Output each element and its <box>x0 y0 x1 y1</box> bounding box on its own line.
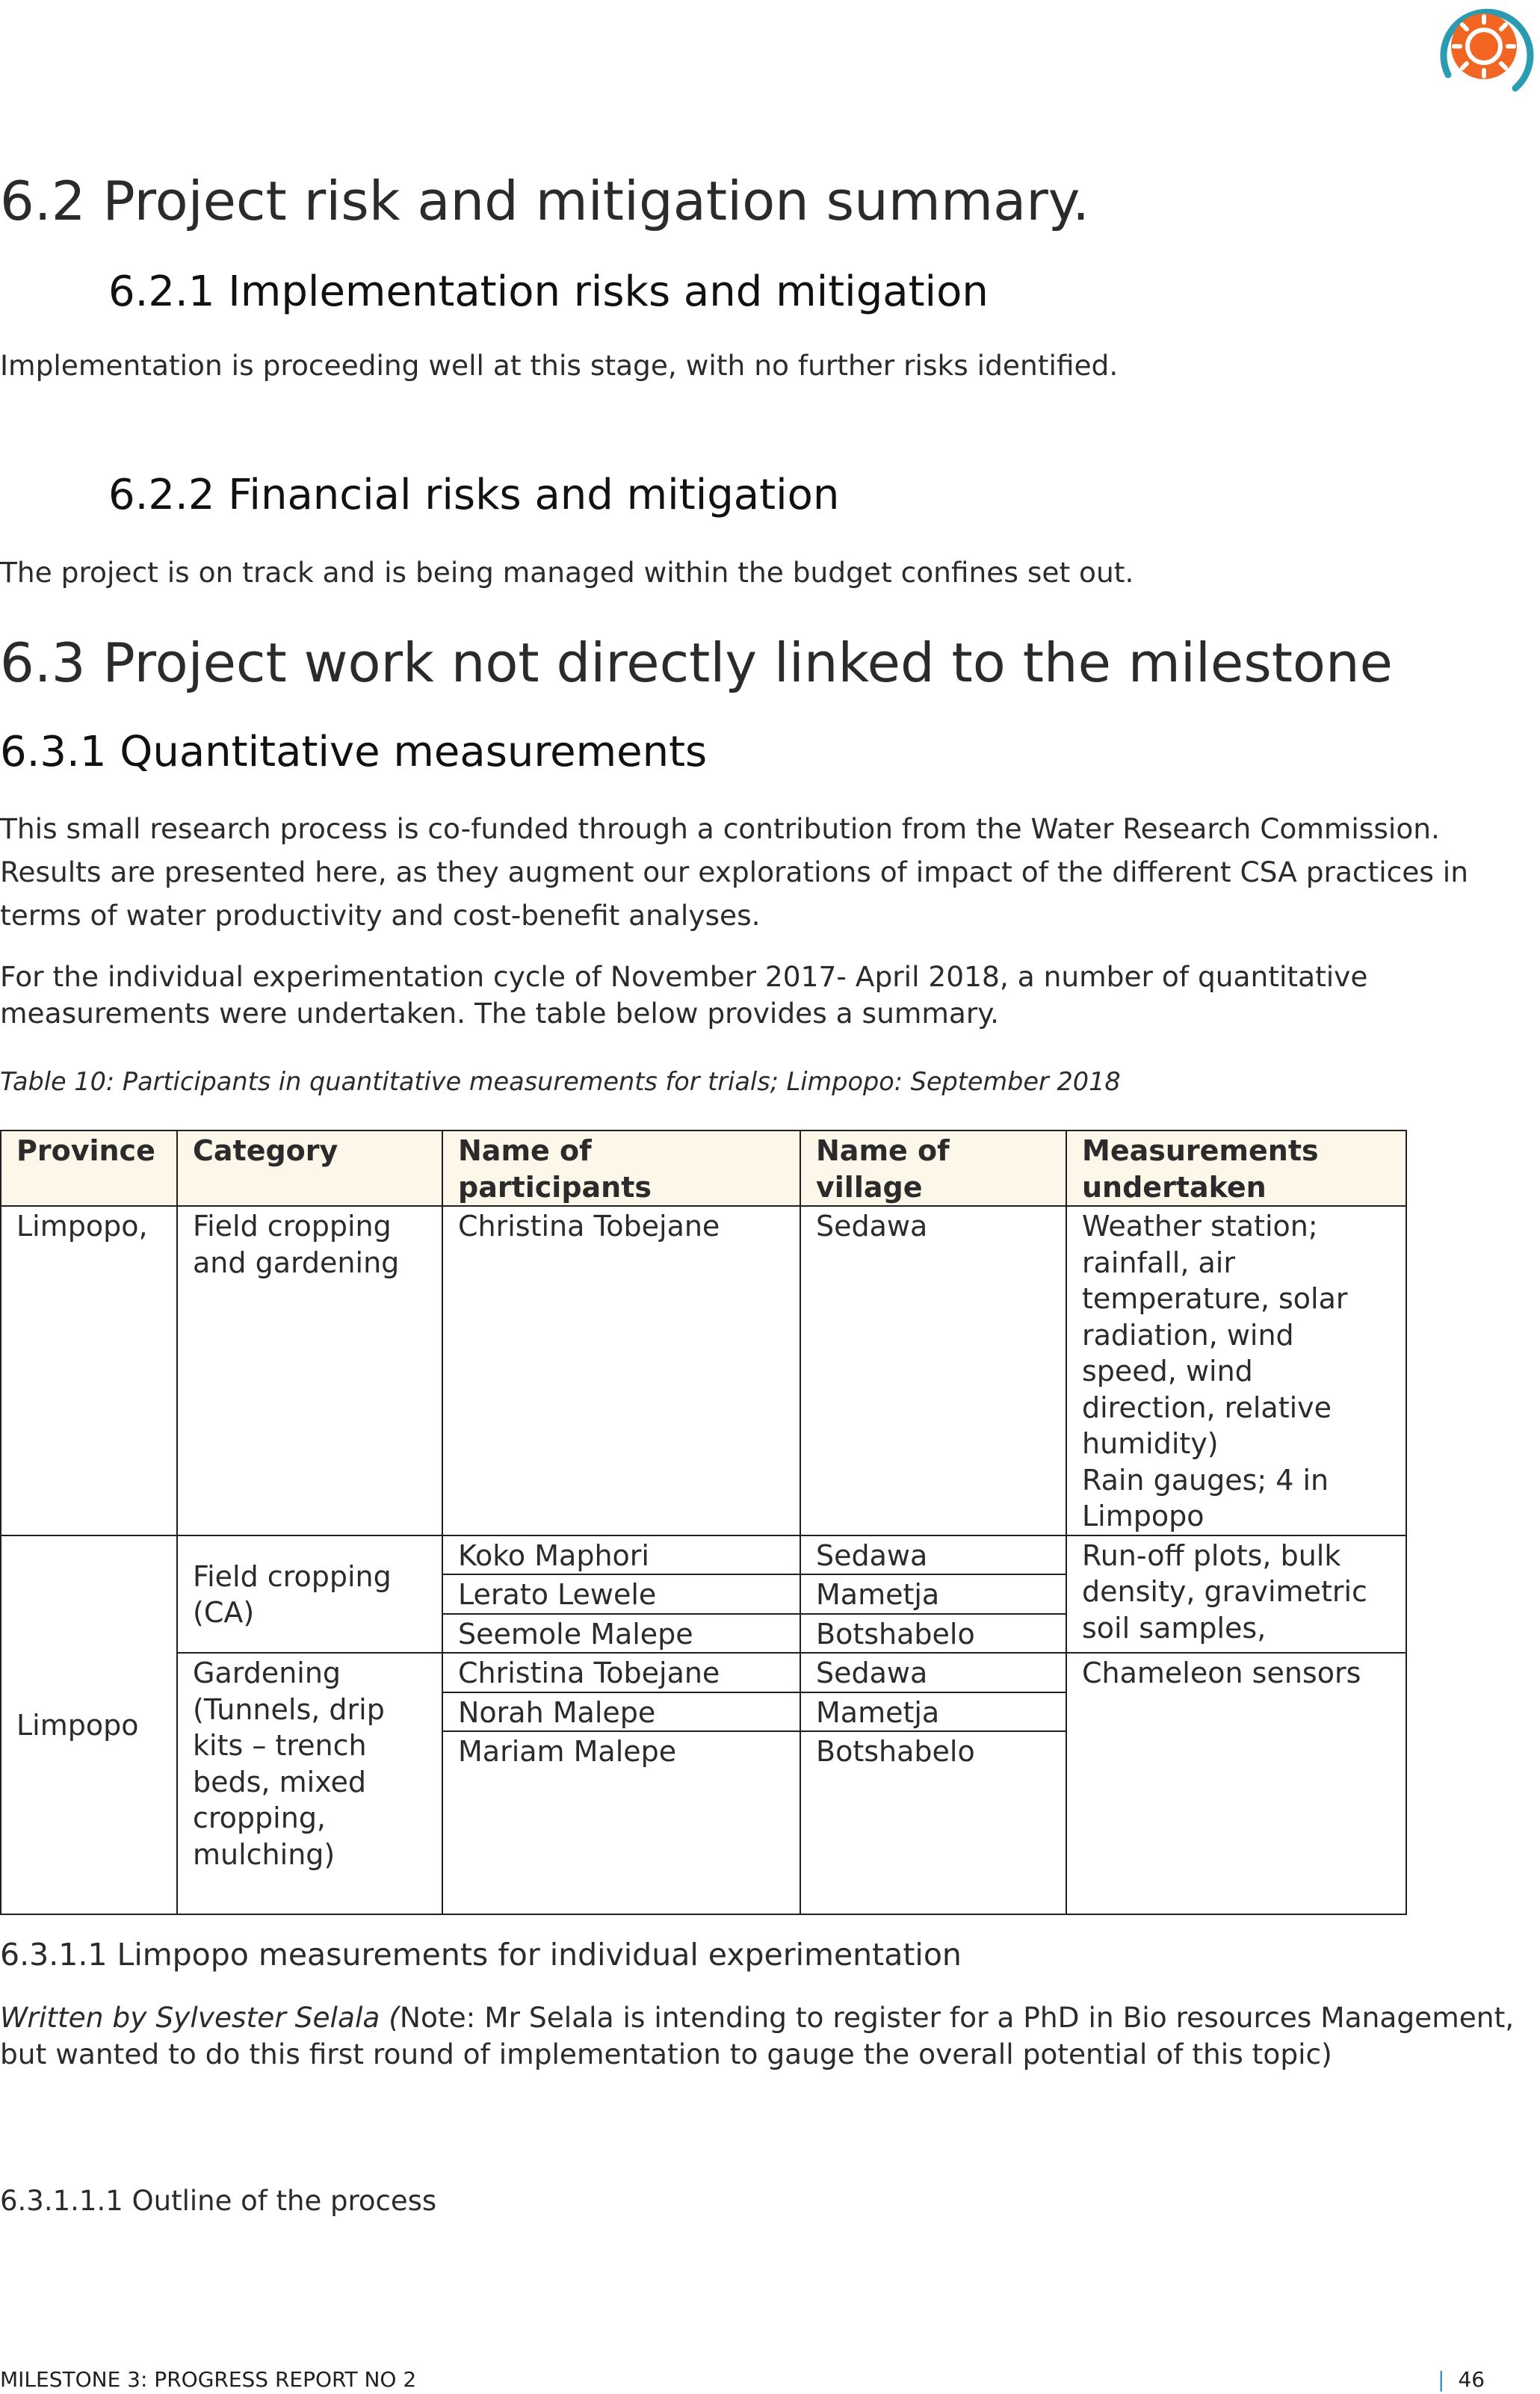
financial-paragraph: The project is on track and is being managed within the budget confines set out. <box>0 556 1134 589</box>
cell-category-ca: Field cropping (CA) <box>177 1535 442 1654</box>
cell-province-group: Limpopo <box>1 1535 177 1915</box>
header-category: Category <box>177 1130 442 1206</box>
cell-village: Mametja <box>800 1574 1066 1614</box>
cycle-paragraph-line-2: measurements were undertaken. The table below provides a summary. <box>0 997 1000 1030</box>
table-header-row <box>1 1130 1406 1206</box>
cell-category: Field cropping and gardening <box>177 1206 442 1535</box>
footer-separator: | <box>1438 2367 1445 2392</box>
wrc-paragraph-line-2: Results are presented here, as they augment our explorations of impact of the different CSA practices in <box>0 856 1468 888</box>
measurement-weather: Weather station; rainfall, air temperature, solar radiation, wind speed, wind direction, relative humidity) <box>1082 1210 1348 1460</box>
footer-page-number <box>1438 2367 1485 2392</box>
header-province: Province <box>1 1130 177 1206</box>
table-row <box>1 1206 1406 1535</box>
cell-village: Botshabelo <box>800 1614 1066 1654</box>
header-village: Name of village <box>800 1130 1066 1206</box>
author-note-paragraph <box>0 1999 1524 2073</box>
cell-participant: Lerato Lewele <box>442 1574 800 1614</box>
implementation-paragraph: Implementation is proceeding well at this stage, with no further risks identified. <box>0 349 1119 382</box>
subsubsection-heading-6-3-1-1: 6.3.1.1 Limpopo measurements for individual experimentation <box>0 1937 962 1973</box>
cell-participant: Mariam Malepe <box>442 1731 800 1914</box>
cell-village: Sedawa <box>800 1535 1066 1575</box>
table-caption: Table 10: Participants in quantitative measurements for trials; Limpopo: September 2018 <box>0 1067 1121 1096</box>
cell-participant: Norah Malepe <box>442 1692 800 1732</box>
cell-participant: Seemole Malepe <box>442 1614 800 1654</box>
header-measurements: Measurements undertaken <box>1066 1130 1406 1206</box>
measurement-rain-gauges: Rain gauges; 4 in Limpopo <box>1082 1463 1329 1532</box>
footer-report-title: MILESTONE 3: PROGRESS REPORT NO 2 <box>0 2367 417 2392</box>
wrc-paragraph-line-1: This small research process is co-funded through a contribution from the Water Research Commission. <box>0 812 1440 845</box>
wrc-paragraph-line-3: terms of water productivity and cost-benefit analyses. <box>0 899 761 932</box>
section-heading-6-3: 6.3 Project work not directly linked to the milestone <box>0 631 1393 694</box>
cell-measurements-gardening: Chameleon sensors <box>1066 1653 1406 1914</box>
cell-participant: Christina Tobejane <box>442 1653 800 1692</box>
cell-measurements <box>1066 1206 1406 1535</box>
cell-participant: Christina Tobejane <box>442 1206 800 1535</box>
page-number: 46 <box>1458 2367 1485 2392</box>
cell-village: Mametja <box>800 1692 1066 1732</box>
author-note-italic: Written by Sylvester Selala ( <box>0 2001 400 2034</box>
cell-measurements-ca: Run-off plots, bulk density, gravimetric soil samples, <box>1066 1535 1406 1654</box>
table-row <box>1 1535 1406 1575</box>
participants-table <box>0 1130 1407 1915</box>
cell-category-gardening: Gardening (Tunnels, drip kits – trench beds, mixed cropping, mulching) <box>177 1653 442 1914</box>
cell-village: Botshabelo <box>800 1731 1066 1914</box>
section-heading-6-2: 6.2 Project risk and mitigation summary. <box>0 170 1090 232</box>
cycle-paragraph-line-1: For the individual experimentation cycle of November 2017- April 2018, a number of quantitative <box>0 960 1368 993</box>
header-participants: Name of participants <box>442 1130 800 1206</box>
heading-6-3-1-1-1: 6.3.1.1.1 Outline of the process <box>0 2185 437 2217</box>
cell-village: Sedawa <box>800 1653 1066 1692</box>
cell-village: Sedawa <box>800 1206 1066 1535</box>
subsection-heading-6-2-2: 6.2.2 Financial risks and mitigation <box>108 471 840 519</box>
subsection-heading-6-2-1: 6.2.1 Implementation risks and mitigation <box>108 267 989 316</box>
table-row <box>1 1653 1406 1692</box>
author-note-text: Note: Mr Selala is intending to register for a PhD in Bio resources Management, but wanted to do this first round of implementation to gauge the overall potential of this topic) <box>0 2001 1515 2070</box>
cell-province: Limpopo, <box>1 1206 177 1535</box>
sun-logo-icon <box>1418 0 1540 105</box>
subsection-heading-6-3-1: 6.3.1 Quantitative measurements <box>0 728 708 776</box>
cell-participant: Koko Maphori <box>442 1535 800 1575</box>
